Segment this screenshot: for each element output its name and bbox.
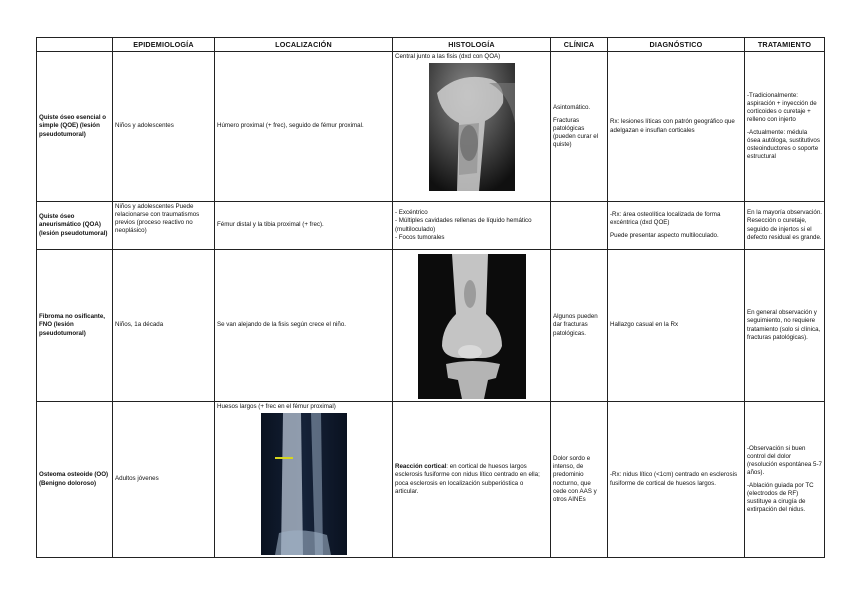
histologia-cell	[393, 402, 551, 558]
diagnostico-cell	[608, 202, 745, 250]
clinica-line: Fracturas patológicas (pueden curar el quiste)	[553, 116, 599, 149]
diagnostico-line: -Rx: área osteolítica localizada de forma excéntrica (dxd QOE)	[610, 210, 721, 226]
header-localizacion: LOCALIZACIÓN	[215, 38, 393, 52]
diagnostico-cell: -Rx: nidus lítico (<1cm) centrado en esclerosis fusiforme de cortical de huesos largos.	[608, 402, 745, 558]
entity-cell: Quiste óseo aneurismático (QOA) (lesión pseudotumoral)	[37, 202, 113, 250]
header-diagnostico: DIAGNÓSTICO	[608, 38, 745, 52]
epidemiologia-cell: Niños y adolescentes Puede relacionarse con traumatismos previos (proceso reactivo no neoplásico)	[113, 202, 215, 250]
clinica-cell	[551, 202, 608, 250]
tratamiento-cell: En general observación y seguimiento, no requiere tratamiento (solo si clínica, fracturas patológicas).	[745, 250, 825, 402]
diagnostico-line: Puede presentar aspecto multiloculado.	[610, 232, 719, 240]
tratamiento-line: -Tradicionalmente: aspiración + inyección de corticoides o curetaje + relleno con injerto	[747, 91, 817, 123]
tratamiento-cell: En la mayoría observación. Resección o curetaje, seguido de injertos si el defecto residual es grande.	[745, 202, 825, 250]
localizacion-cell: Húmero proximal (+ frec), seguido de fémur proximal.	[215, 52, 393, 202]
tibia-xray-image	[261, 413, 347, 555]
table-row	[37, 52, 825, 202]
entity-cell: Osteoma osteoide (OO) (Benigno doloroso)	[37, 402, 113, 558]
clinica-cell: Algunos pueden dar fracturas patológicas.	[551, 250, 608, 402]
epidemiologia-cell: Adultos jóvenes	[113, 402, 215, 558]
table-row	[37, 402, 825, 558]
entity-cell: Quiste óseo esencial o simple (QOE) (lesión pseudotumoral)	[37, 52, 113, 202]
tratamiento-line: -Actualmente: médula ósea autóloga, sustitutivos osteoinductores o soporte estructural	[747, 129, 820, 161]
tratamiento-line: -Ablación guiada por TC (electrodos de RF) sustituye a cirugía de extirpación del nidus.	[747, 482, 814, 514]
header-clinica: CLÍNICA	[551, 38, 608, 52]
localizacion-caption: Huesos largos (+ frec en el fémur proximal)	[217, 403, 336, 410]
epidemiologia-cell: Niños y adolescentes	[113, 52, 215, 202]
histologia-cell	[393, 202, 551, 250]
localizacion-cell: Se van alejando de la fisis según crece el niño.	[215, 250, 393, 402]
histologia-line: - Múltiples cavidades rellenas de líquido hemático (multiloculado)	[395, 217, 532, 233]
table-row	[37, 202, 825, 250]
histologia-cell	[393, 250, 551, 402]
histologia-line: - Excéntrico	[395, 209, 428, 217]
header-entity	[37, 38, 113, 52]
header-tratamiento: TRATAMIENTO	[745, 38, 825, 52]
histologia-caption: Central junto a las fisis (dxd con QOA)	[395, 53, 501, 60]
knee-xray-image	[418, 254, 526, 399]
histologia-rest: : en cortical de huesos largos esclerosis fusiforme con nidus lítico centrado en ella; poca esclerosis en localización subperióstica o articular.	[395, 463, 540, 495]
clinica-cell: Dolor sordo e intenso, de predominio nocturno, que cede con AAS y otros AINEs	[551, 402, 608, 558]
histologia-line: - Focos tumorales	[395, 233, 445, 241]
entity-cell: Fibroma no osificante, FNO (lesión pseudotumoral)	[37, 250, 113, 402]
header-row	[37, 38, 825, 52]
localizacion-cell: Fémur distal y la tibia proximal (+ frec).	[215, 202, 393, 250]
histologia-text	[395, 463, 540, 494]
histologia-bold-prefix: Reacción cortical	[395, 463, 447, 471]
diagnostico-cell: Rx: lesiones líticas con patrón geográfico que adelgazan e insuflan corticales	[608, 52, 745, 202]
tratamiento-cell	[745, 402, 825, 558]
clinica-line: Asintomático.	[553, 103, 591, 111]
comparison-table	[36, 37, 825, 558]
clinica-cell	[551, 52, 608, 202]
humerus-xray-image	[429, 63, 515, 191]
header-epidemiologia: EPIDEMIOLOGÍA	[113, 38, 215, 52]
tratamiento-cell	[745, 52, 825, 202]
tratamiento-line: -Observación si buen control del dolor (resolución espontánea 5-7 años).	[747, 444, 822, 476]
diagnostico-cell: Hallazgo casual en la Rx	[608, 250, 745, 402]
header-histologia: HISTOLOGÍA	[393, 38, 551, 52]
histologia-cell	[393, 52, 551, 202]
epidemiologia-cell: Niños, 1a década	[113, 250, 215, 402]
localizacion-cell	[215, 402, 393, 558]
table-row	[37, 250, 825, 402]
